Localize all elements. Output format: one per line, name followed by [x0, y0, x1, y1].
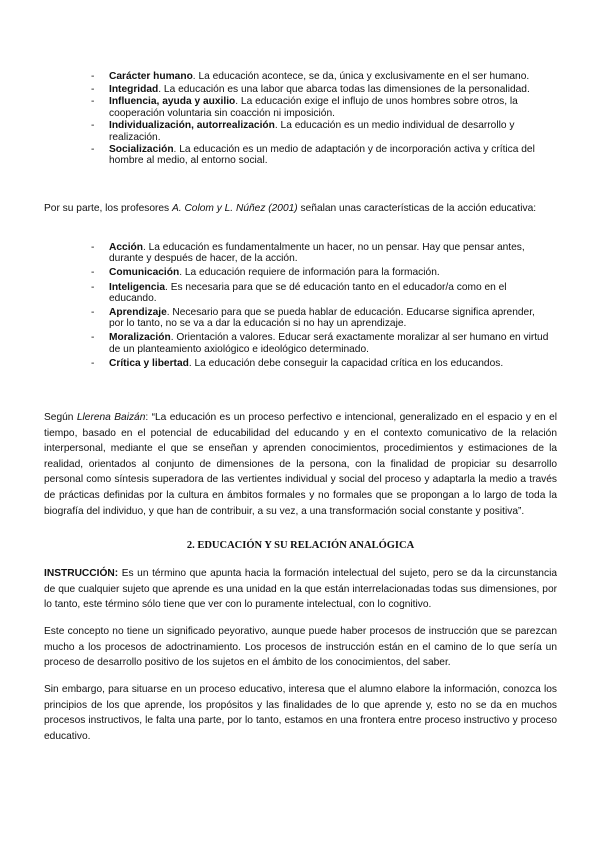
- intro-after: señalan unas características de la acción educativa:: [297, 203, 537, 214]
- list-item-term: Crítica y libertad: [109, 357, 189, 369]
- instruccion-lead: INSTRUCCIÓN:: [44, 568, 119, 579]
- list-item-term: Aprendizaje: [109, 307, 167, 319]
- list-item-term: Acción: [109, 242, 143, 253]
- list-item-term: Inteligencia: [109, 281, 166, 293]
- list-item-text: . Necesario para que se pueda hablar de educación. Educarse significa aprender, por lo tanto, no se va a dar la educación si no hay un aprendizaje.: [109, 307, 535, 330]
- list-item-term: Socialización: [109, 144, 174, 156]
- list-item-text: . La educación debe conseguir la capacidad crítica en los educandos.: [188, 357, 504, 369]
- list-item-term: Individualización, autorrealización: [109, 120, 275, 132]
- list-item-text: . La educación acontece, se da, única y exclusivamente en el ser humano.: [192, 71, 530, 82]
- list-item-text: . La educación es un medio de adaptación y de incorporación activa y crítica del hombre al medio, al entorno social.: [109, 144, 535, 167]
- list-item: [91, 84, 561, 95]
- list-item-term: Moralización: [109, 332, 171, 344]
- intro-before: Por su parte, los profesores: [44, 203, 172, 214]
- llerena-quote: : “La educación es un proceso perfectivo e intencional, generalizado en el espacio y en el tiempo, basado en el potencial de educabilidad del educando y en el contexto comunicativo de la relación interpersonal, mediante el que se enseñan y aprenden conocimientos, procedimientos y estimaciones de la realidad, orientados al conjunto de dimensiones de la persona, con la finalidad de propiciar su desarrollo personal como síntesis superadora de las vertientes individual y social del proceso y adaptarla la medio a través de prácticas definidas por la cultura en ámbitos formales y no formales que se propongan a lo largo de toda la biografía del individuo, y que han de contribuir, a su vez, a una transformación social constante y positiva”.: [44, 412, 558, 517]
- list-item-text: . Orientación a valores. Educar será exactamente moralizar al ser humano en virtud de un planteamiento axiológico e ideológico determinado.: [109, 332, 549, 355]
- characteristics-list: [91, 71, 561, 168]
- list-item-text: . La educación exige el influjo de unos hombres sobre otros, la cooperación voluntaria sin coacción ni imposición.: [109, 96, 518, 119]
- llerena-author: Llerena Baizán: [76, 412, 146, 423]
- list-item-text: . La educación requiere de información para la formación.: [179, 267, 440, 279]
- concepto-paragraph: Este concepto no tiene un significado peyorativo, aunque puede haber procesos de instrucción que se parezcan mucho a los procesos de adoctrinamiento. Los procesos de instrucción están en el camino de lo que sería un proceso de desarrollo positivo de los sujetos en el ámbito de los conocimientos, del saber.: [44, 626, 557, 669]
- list-item: [91, 144, 561, 166]
- section-heading: 2. EDUCACIÓN Y SU RELACIÓN ANALÓGICA: [186, 540, 415, 551]
- list-item: [91, 282, 551, 304]
- list-item: [91, 332, 551, 354]
- llerena-before: Según: [44, 412, 77, 423]
- list-item: [91, 267, 551, 278]
- llerena-quote-paragraph: [44, 410, 557, 519]
- list-item: [91, 358, 551, 369]
- list-item: [91, 96, 561, 118]
- list-item-term: Integridad: [109, 83, 159, 95]
- list-item: [91, 120, 561, 142]
- list-item-text: . La educación es un medio individual de desarrollo y realización.: [109, 120, 515, 143]
- intro-paragraph: [44, 201, 557, 217]
- list-item-text: . Es necesaria para que se dé educación tanto en el educador/a como en el educando.: [109, 281, 507, 304]
- list-item: [91, 71, 561, 82]
- instruccion-paragraph: [44, 566, 557, 613]
- list-item: [91, 242, 551, 264]
- educational-action-list: [91, 242, 551, 372]
- list-item-term: Carácter humano: [109, 71, 193, 82]
- list-item-term: Influencia, ayuda y auxilio: [109, 96, 236, 108]
- list-item-text: . La educación es fundamentalmente un hacer, no un pensar. Hay que pensar antes, durante y después de hacer, de la acción.: [109, 242, 525, 265]
- list-item: [91, 307, 551, 329]
- list-item-term: Comunicación: [109, 267, 180, 279]
- instruccion-text: Es un término que apunta hacia la formación intelectual del sujeto, pero se da la circunstancia de que cualquier sujeto que aprende es una unidad en la que están interrelacionadas todas sus dimensiones, por lo tanto, este término sólo tiene que ver con lo puramente intelectual, con lo cognitivo.: [44, 568, 557, 611]
- sin-embargo-paragraph: Sin embargo, para situarse en un proceso educativo, interesa que el alumno elabore la información, conozca los principios de los que aprende, los propósitos y las finalidades de lo que aprende y, esto no se da en muchos procesos instructivos, le falta una parte, por lo tanto, estamos en una frontera entre proceso instructivo y proceso educativo.: [44, 684, 557, 742]
- list-item-text: . La educación es una labor que abarca todas las dimensiones de la personalidad.: [158, 83, 530, 95]
- intro-authors: A. Colom y L. Núñez (2001): [171, 203, 298, 214]
